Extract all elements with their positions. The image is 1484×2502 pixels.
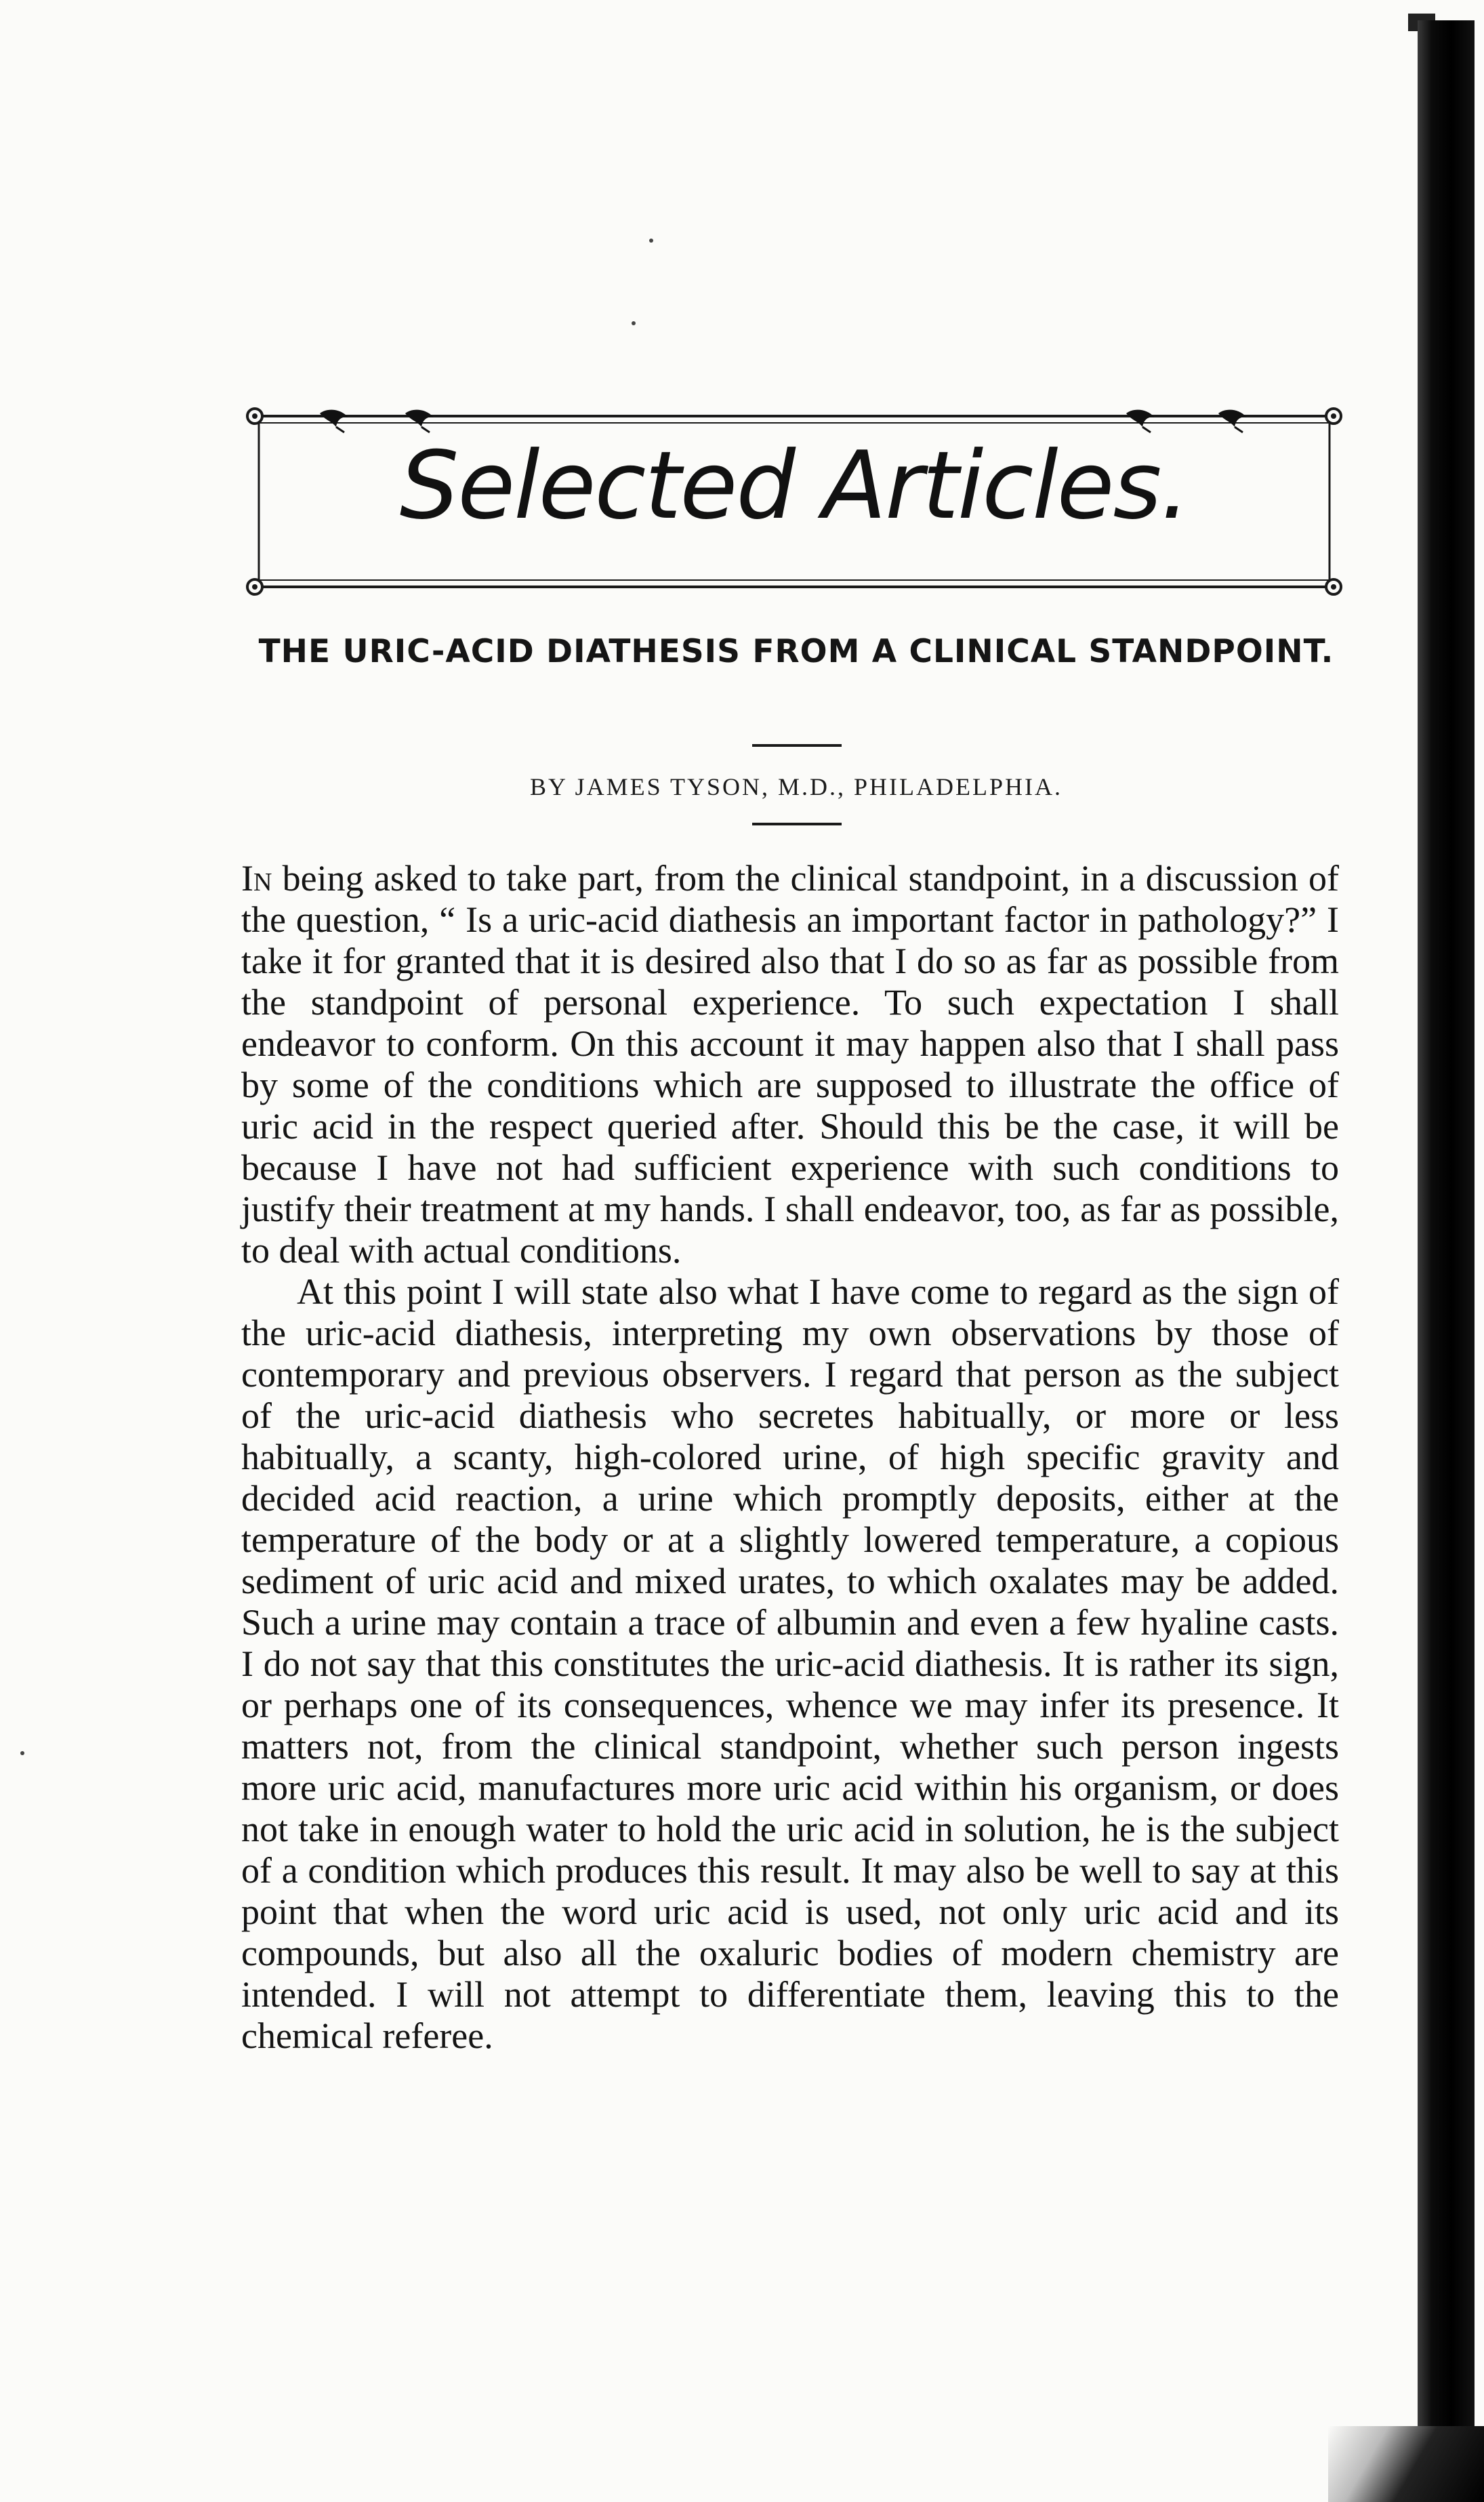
leaf-ornament-icon [317,407,352,434]
scan-speck [649,239,653,243]
scan-speck [20,1751,24,1755]
scan-speck [632,321,636,325]
page-binding-edge [1418,20,1475,2502]
paragraph: At this point I will state also what I have come to regard as the sign of the uric-acid diathesis, interpreting my own observations by those of contemporary and previous observers. I regard that person as the subject of the uric-acid diathesis who secretes habitually, or more or less habitually, a scanty, high-colored urine, of high specific gravity and decided acid reaction, a urine which promptly deposits, either at the temperature of the body or at a slightly lowered temperature, a copious sediment of uric acid and mixed urates, to which oxalates may be added. Such a urine may contain a trace of albumin and even a few hyaline casts. I do not say that this constitutes the uric-acid diathesis. It is rather its sign, or perhaps one of its consequences, whence we may infer its presence. It matters not, from the clinical standpoint, whether such person ingests more uric acid, manufactures more uric acid within his organism, or does not take in enough water to hold the uric acid in solution, he is the subject of a condition which produces this result. It may also be well to say at this point that when the word uric acid is used, not only uric acid and its compounds, but also all the oxaluric bodies of modern chemistry are intended. I will not attempt to differentiate them, leaving this to the chemical referee. [241,1271,1339,2056]
section-title: Selected Articles. [399,431,1189,540]
dropcap: In [241,858,272,899]
author-byline: BY JAMES TYSON, M.D., PHILADELPHIA. [529,773,1063,800]
paragraph-text: being asked to take part, from the clinical standpoint, in a discussion of the question, “ Is a uric-acid diathesis an important factor in pathology?” I take it for granted that it is desired also that I do so as far as possible from the standpoint of personal experience. To such expectation I shall endeavor to conform. On this account it may happen also that I shall pass by some of the conditions which are supposed to illustrate the office of uric acid in the respect queried after. Should this be the case, it will be because I have not had sufficient experience with such conditions to justify their treatment at my hands. I shall endeavor, too, as far as possible, to deal with actual conditions. [241,858,1339,1271]
article-body [241,858,1339,2057]
title-divider [752,744,842,747]
leaf-ornament-icon [1216,407,1251,434]
paragraph [241,858,1339,1271]
byline-divider [752,823,842,825]
binding-edge-corner [1328,2426,1484,2502]
leaf-ornament-icon [1124,407,1159,434]
article-title: THE URIC-ACID DIATHESIS FROM A CLINICAL STANDPOINT. [258,633,1334,670]
leaf-ornament-icon [403,407,438,434]
section-header-frame [245,407,1343,596]
